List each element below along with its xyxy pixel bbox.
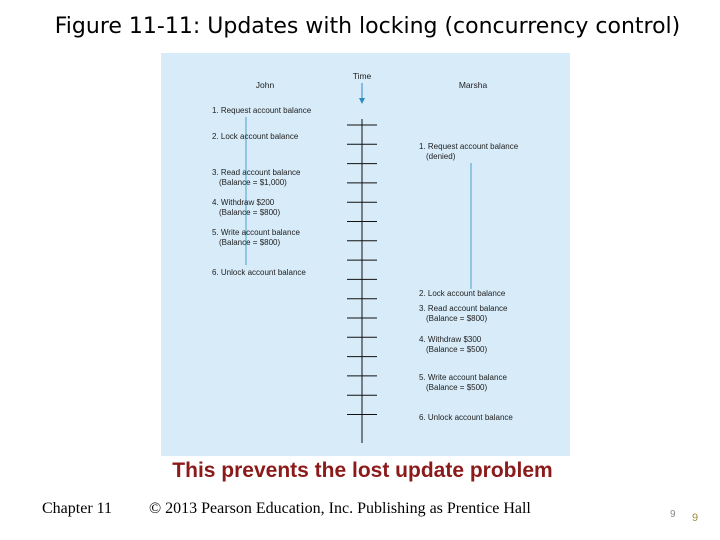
marsha-step: 4. Withdraw $300 — [419, 335, 482, 344]
marsha-step-detail: (Balance = $800) — [426, 314, 488, 323]
john-step: 4. Withdraw $200 — [212, 198, 275, 207]
marsha-step: 3. Read account balance — [419, 304, 508, 313]
john-step-detail: (Balance = $1,000) — [219, 178, 287, 187]
page-number: 9 — [692, 512, 699, 524]
time-label: Time — [352, 71, 372, 81]
locking-diagram — [161, 53, 570, 456]
caption: This prevents the lost update problem — [172, 459, 553, 482]
john-step: 5. Write account balance — [212, 228, 300, 237]
footer-chapter: Chapter 11 — [42, 500, 113, 517]
marsha-label: Marsha — [458, 80, 488, 90]
footer-copyright: © 2013 Pearson Education, Inc. Publishing as Prentice Hall — [149, 500, 531, 517]
john-label: John — [255, 80, 275, 90]
time-arrowhead — [359, 98, 365, 104]
locking-figure — [161, 53, 570, 456]
marsha-step-detail: (Balance = $500) — [426, 383, 488, 392]
slide-title: Figure 11-11: Updates with locking (concurrency control) — [54, 14, 681, 39]
page-number-small: 9 — [670, 509, 676, 520]
john-step: 1. Request account balance — [212, 106, 312, 115]
john-step: 6. Unlock account balance — [212, 268, 306, 277]
john-step: 2. Lock account balance — [212, 132, 299, 141]
marsha-step: 1. Request account balance — [419, 142, 519, 151]
marsha-step-detail: (Balance = $500) — [426, 345, 488, 354]
marsha-step: 6. Unlock account balance — [419, 413, 513, 422]
marsha-step: 2. Lock account balance — [419, 289, 506, 298]
john-step-detail: (Balance = $800) — [219, 208, 281, 217]
john-step-detail: (Balance = $800) — [219, 238, 281, 247]
marsha-step-detail: (denied) — [426, 152, 456, 161]
marsha-step: 5. Write account balance — [419, 373, 507, 382]
john-step: 3. Read account balance — [212, 168, 301, 177]
